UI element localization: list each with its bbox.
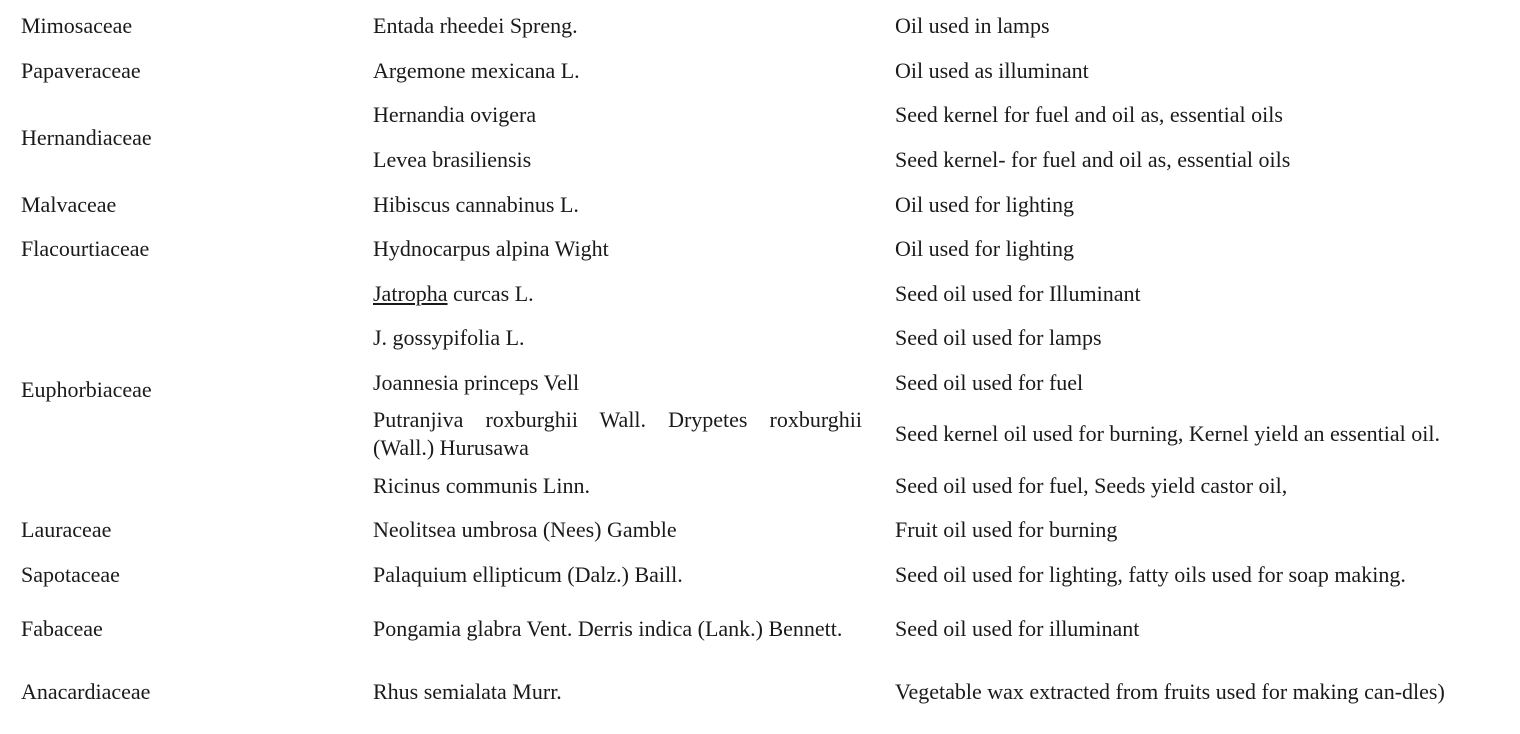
table-row [0,227,1512,272]
table-row [0,182,1512,227]
use-cell: Seed oil used for lighting, fatty oils used for soap making. [895,561,1406,587]
species-cell: Palaquium ellipticum (Dalz.) Baill. [373,561,683,587]
table-row [0,660,1512,723]
species-genus-underlined: Jatropha [373,280,448,306]
table-row [0,508,1512,553]
family-cell: Anacardiaceae [21,678,151,704]
species-cell: Entada rheedei Spreng. [373,13,578,39]
species-cell: J. gossypifolia L. [373,325,525,351]
family-cell: Malvaceae [21,191,117,217]
use-cell: Oil used as illuminant [895,57,1089,83]
family-cell: Hernandiaceae [21,124,152,150]
species-cell: Hydnocarpus alpina Wight [373,236,609,262]
use-cell: Seed oil used for fuel, Seeds yield castor oil, [895,472,1288,498]
species-cell: Hibiscus cannabinus L. [373,191,579,217]
plant-oil-table [0,4,1512,723]
use-cell: Seed oil used for Illuminant [895,280,1141,306]
table-row [0,597,1512,660]
table-row [0,49,1512,94]
species-cell: Rhus semialata Murr. [373,678,562,704]
family-cell: Flacourtiaceae [21,236,150,262]
species-cell: Pongamia glabra Vent. Derris indica (Lank.) Bennett. [373,615,843,641]
species-epithet: curcas L. [447,280,534,306]
use-cell: Oil used for lighting [895,191,1075,217]
species-cell: Neolitsea umbrosa (Nees) Gamble [373,517,677,543]
table-row [0,272,1512,317]
use-cell: Seed kernel for fuel and oil as, essential oils [895,102,1283,128]
table-row [0,93,1512,138]
species-cell: Putranjiva roxburghii Wall. Drypetes roxburghii (Wall.) Hurusawa [373,407,862,461]
species-cell: Joannesia princeps Vell [373,370,580,396]
table-row [0,553,1512,598]
use-cell: Seed kernel oil used for burning, Kernel yield an essential oil. [895,421,1440,447]
family-cell: Euphorbiaceae [21,376,152,402]
use-cell: Seed kernel- for fuel and oil as, essential oils [895,147,1291,173]
use-cell: Seed oil used for lamps [895,325,1102,351]
species-cell: Hernandia ovigera [373,102,537,128]
family-cell: Lauraceae [21,517,112,543]
species-cell: Levea brasiliensis [373,147,532,173]
table-row [0,4,1512,49]
species-cell: Argemone mexicana L. [373,57,580,83]
use-cell: Oil used for lighting [895,236,1075,262]
family-cell: Sapotaceae [21,561,120,587]
use-cell: Fruit oil used for burning [895,517,1118,543]
species-cell [352,272,874,317]
family-cell: Fabaceae [21,615,103,641]
family-cell: Mimosaceae [21,13,133,39]
use-cell: Vegetable wax extracted from fruits used for making can-dles) [895,678,1445,704]
family-cell: Papaveraceae [21,57,141,83]
use-cell: Oil used in lamps [895,13,1050,39]
use-cell: Seed oil used for illuminant [895,615,1140,641]
use-cell: Seed oil used for fuel [895,370,1084,396]
species-cell: Ricinus communis Linn. [373,472,590,498]
